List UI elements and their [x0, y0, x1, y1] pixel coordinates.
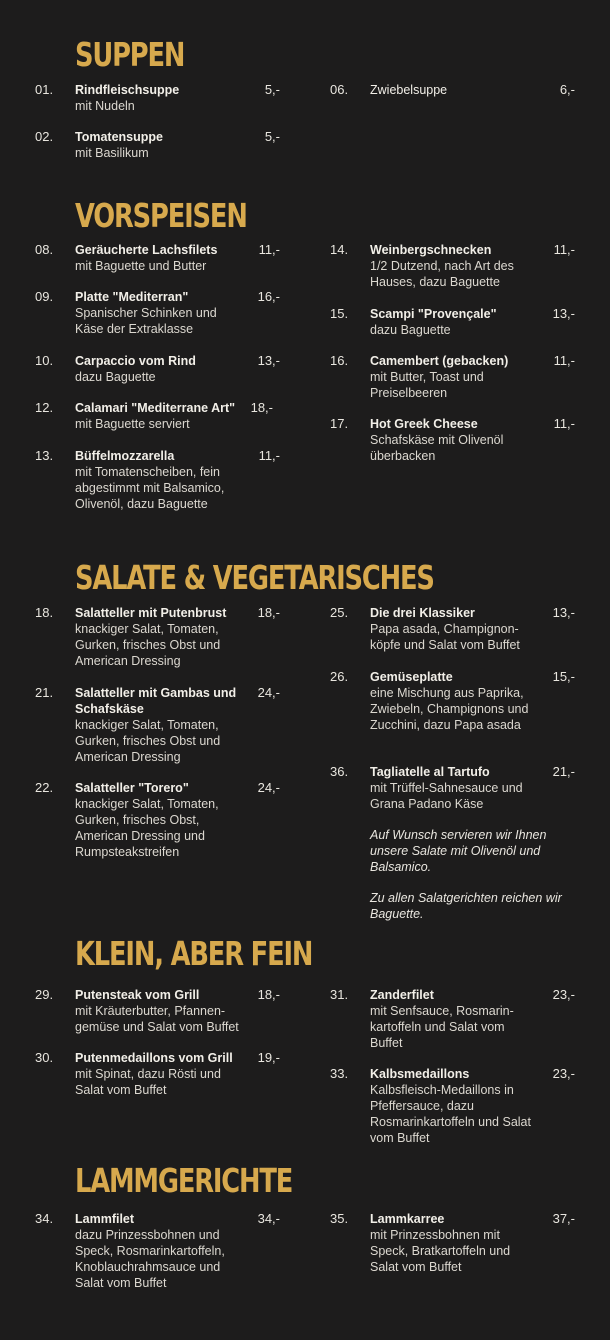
item-number: 10. [35, 353, 54, 368]
item-name: Salatteller mit Putenbrust [75, 606, 227, 620]
item-description: Spanischer Schinken und Käse der Extraklasse [75, 306, 217, 336]
item-description: knackiger Salat, Tomaten, Gurken, frisches Obst, American Dressing und Rumpsteakstreifen [75, 797, 219, 859]
item-number: 25. [330, 605, 349, 620]
item-number: 12. [35, 400, 54, 415]
item-number: 16. [330, 353, 349, 368]
section-title-vorspeisen: VORSPEISEN [75, 196, 247, 235]
item-name: Calamari "Mediterrane Art" [75, 401, 236, 415]
item-name: Gemüseplatte [370, 670, 453, 684]
item-description: mit Baguette und Butter [75, 259, 207, 273]
item-price: 18,- [257, 605, 280, 620]
item-number: 35. [330, 1211, 349, 1226]
item-name: Putensteak vom Grill [75, 988, 200, 1002]
item-price: 15,- [552, 669, 575, 684]
item-number: 21. [35, 685, 54, 700]
item-price: 11,- [258, 242, 280, 257]
item-price: 24,- [257, 685, 280, 700]
item-name: Geräucherte Lachsfilets [75, 243, 218, 257]
item-price: 5,- [264, 82, 280, 97]
item-price: 37,- [552, 1211, 575, 1226]
item-description: mit Kräuterbutter, Pfannen-gemüse und Salat vom Buffet [75, 1004, 239, 1034]
item-name: Lammkarree [370, 1212, 445, 1226]
item-name: Die drei Klassiker [370, 606, 475, 620]
item-description: mit Trüffel-Sahnesauce und Grana Padano Käse [370, 781, 523, 811]
item-price: 23,- [552, 1066, 575, 1081]
item-description: mit Basilikum [75, 146, 149, 160]
item-description: Schafskäse mit Olivenöl überbacken [370, 433, 504, 463]
item-name: Tomatensuppe [75, 130, 163, 144]
item-number: 29. [35, 987, 54, 1002]
item-price: 13,- [552, 605, 575, 620]
item-name: Zanderfilet [370, 988, 434, 1002]
item-number: 14. [330, 242, 349, 257]
section-title-lammgerichte: LAMMGERICHTE [75, 1161, 293, 1200]
item-name: Hot Greek Cheese [370, 417, 478, 431]
item-price: 19,- [257, 1050, 280, 1065]
item-name: Carpaccio vom Rind [75, 354, 196, 368]
item-price: 18,- [257, 987, 280, 1002]
item-price: 18,- [250, 400, 273, 415]
item-price: 11,- [258, 448, 280, 463]
item-description: eine Mischung aus Paprika, Zwiebeln, Champignons und Zucchini, dazu Papa asada [370, 686, 529, 732]
item-description: mit Prinzessbohnen mit Speck, Bratkartoffeln und Salat vom Buffet [370, 1228, 511, 1274]
item-description: dazu Baguette [370, 323, 451, 337]
item-number: 31. [330, 987, 349, 1002]
salad-bread-note: Zu allen Salatgerichten reichen wir Baguette. [370, 891, 562, 921]
item-price: 11,- [553, 242, 575, 257]
item-price: 6,- [559, 82, 575, 97]
item-price: 34,- [257, 1211, 280, 1226]
item-name: Putenmedaillons vom Grill [75, 1051, 233, 1065]
item-name: Lammfilet [75, 1212, 135, 1226]
item-number: 36. [330, 764, 349, 779]
item-name: Zwiebelsuppe [370, 83, 448, 97]
item-number: 17. [330, 416, 349, 431]
item-number: 06. [330, 82, 349, 97]
section-title-suppen: SUPPEN [75, 35, 185, 74]
item-number: 08. [35, 242, 54, 257]
item-price: 13,- [552, 306, 575, 321]
item-name: Rindfleischsuppe [75, 83, 180, 97]
item-number: 09. [35, 289, 54, 304]
item-name: Salatteller "Torero" [75, 781, 189, 795]
item-number: 26. [330, 669, 349, 684]
item-description: mit Baguette serviert [75, 417, 190, 431]
item-price: 16,- [257, 289, 280, 304]
item-description: mit Tomatenscheiben, fein abgestimmt mit Balsamico, Olivenöl, dazu Baguette [75, 465, 225, 511]
item-name: Scampi "Provençale" [370, 307, 497, 321]
item-description: Papa asada, Champignon-köpfe und Salat vom Buffet [370, 622, 520, 652]
item-description: mit Nudeln [75, 99, 135, 113]
item-description: knackiger Salat, Tomaten, Gurken, frisches Obst und American Dressing [75, 622, 221, 668]
section-title-klein-aber-fein: KLEIN, ABER FEIN [75, 934, 313, 973]
item-number: 34. [35, 1211, 54, 1226]
item-number: 33. [330, 1066, 349, 1081]
item-price: 11,- [553, 353, 575, 368]
item-description: dazu Baguette [75, 370, 156, 384]
item-name: Büffelmozzarella [75, 449, 175, 463]
item-price: 21,- [552, 764, 575, 779]
item-price: 11,- [553, 416, 575, 431]
item-number: 22. [35, 780, 54, 795]
salad-oil-note: Auf Wunsch servieren wir Ihnen unsere Salate mit Olivenöl und Balsamico. [370, 828, 547, 874]
item-description: dazu Prinzessbohnen und Speck, Rosmarinkartoffeln, Knoblauchrahmsauce und Salat vom Buffet [75, 1228, 225, 1290]
item-name: Tagliatelle al Tartufo [370, 765, 490, 779]
item-number: 30. [35, 1050, 54, 1065]
item-name: Salatteller mit Gambas und Schafskäse [75, 686, 237, 716]
item-number: 01. [35, 82, 54, 97]
item-number: 02. [35, 129, 54, 144]
item-description: Kalbsfleisch-Medaillons in Pfeffersauce, dazu Rosmarinkartoffeln und Salat vom Buffet [370, 1083, 531, 1145]
item-description: mit Butter, Toast und Preiselbeeren [370, 370, 484, 400]
item-description: 1/2 Dutzend, nach Art des Hauses, dazu Baguette [370, 259, 514, 289]
item-price: 13,- [257, 353, 280, 368]
item-number: 13. [35, 448, 54, 463]
item-name: Kalbsmedaillons [370, 1067, 470, 1081]
item-price: 5,- [264, 129, 280, 144]
item-number: 15. [330, 306, 349, 321]
item-price: 24,- [257, 780, 280, 795]
item-price: 23,- [552, 987, 575, 1002]
item-name: Camembert (gebacken) [370, 354, 509, 368]
item-description: mit Spinat, dazu Rösti und Salat vom Buffet [75, 1067, 221, 1097]
section-title-salate: SALATE & VEGETARISCHES [75, 558, 434, 597]
item-name: Weinbergschnecken [370, 243, 492, 257]
item-description: knackiger Salat, Tomaten, Gurken, frisches Obst und American Dressing [75, 718, 221, 764]
item-number: 18. [35, 605, 54, 620]
item-description: mit Senfsauce, Rosmarin-kartoffeln und Salat vom Buffet [370, 1004, 514, 1050]
item-name: Platte "Mediterran" [75, 290, 189, 304]
